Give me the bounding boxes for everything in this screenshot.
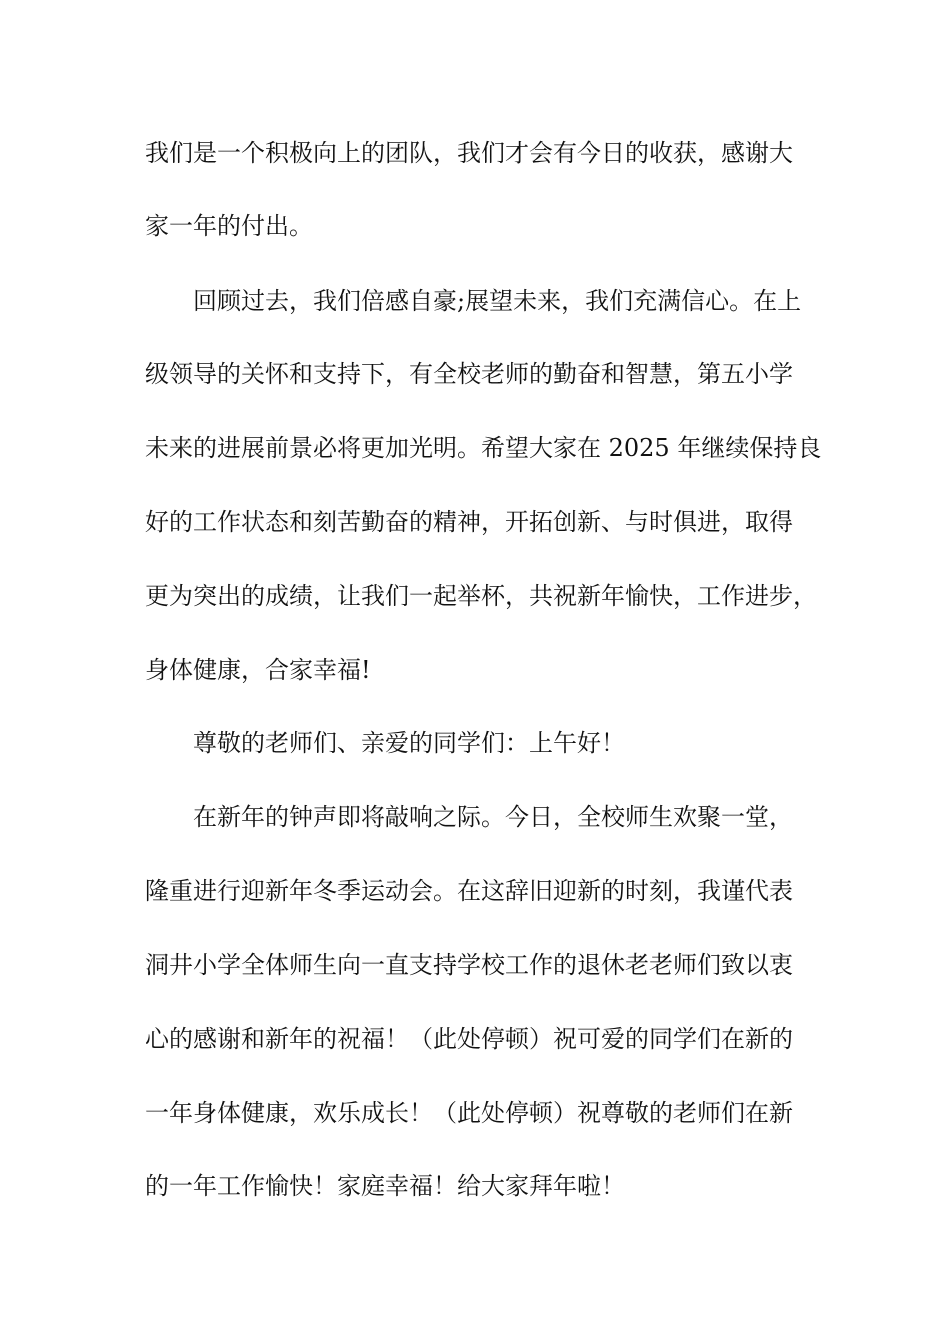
text-line: 心的感谢和新年的祝福！（此处停顿）祝可爱的同学们在新的 [145,1025,793,1053]
text-line: 级领导的关怀和支持下，有全校老师的勤奋和智慧，第五小学 [145,360,793,388]
paragraph-first-line: 在新年的钟声即将敲响之际。今日，全校师生欢聚一堂， [193,803,793,831]
text-line: 一年身体健康，欢乐成长！（此处停顿）祝尊敬的老师们在新 [145,1099,793,1127]
text-line: 隆重进行迎新年冬季运动会。在这辞旧迎新的时刻，我谨代表 [145,877,793,905]
text-line: 的一年工作愉快！家庭幸福！给大家拜年啦！ [145,1172,625,1200]
salutation-line: 尊敬的老师们、亲爱的同学们：上午好！ [193,729,625,757]
paragraph-first-line: 回顾过去，我们倍感自豪;展望未来，我们充满信心。在上 [193,287,802,315]
text-line: 未来的进展前景必将更加光明。希望大家在 2025 年继续保持良 [145,434,822,462]
text-line: 洞井小学全体师生向一直支持学校工作的退休老老师们致以衷 [145,951,793,979]
text-line: 我们是一个积极向上的团队，我们才会有今日的收获，感谢大 [145,139,793,167]
text-line: 身体健康，合家幸福! [145,656,371,684]
text-line: 好的工作状态和刻苦勤奋的精神，开拓创新、与时俱进，取得 [145,508,793,536]
text-line: 更为突出的成绩，让我们一起举杯，共祝新年愉快，工作进步， [145,582,817,610]
text-line: 家一年的付出。 [145,212,313,240]
